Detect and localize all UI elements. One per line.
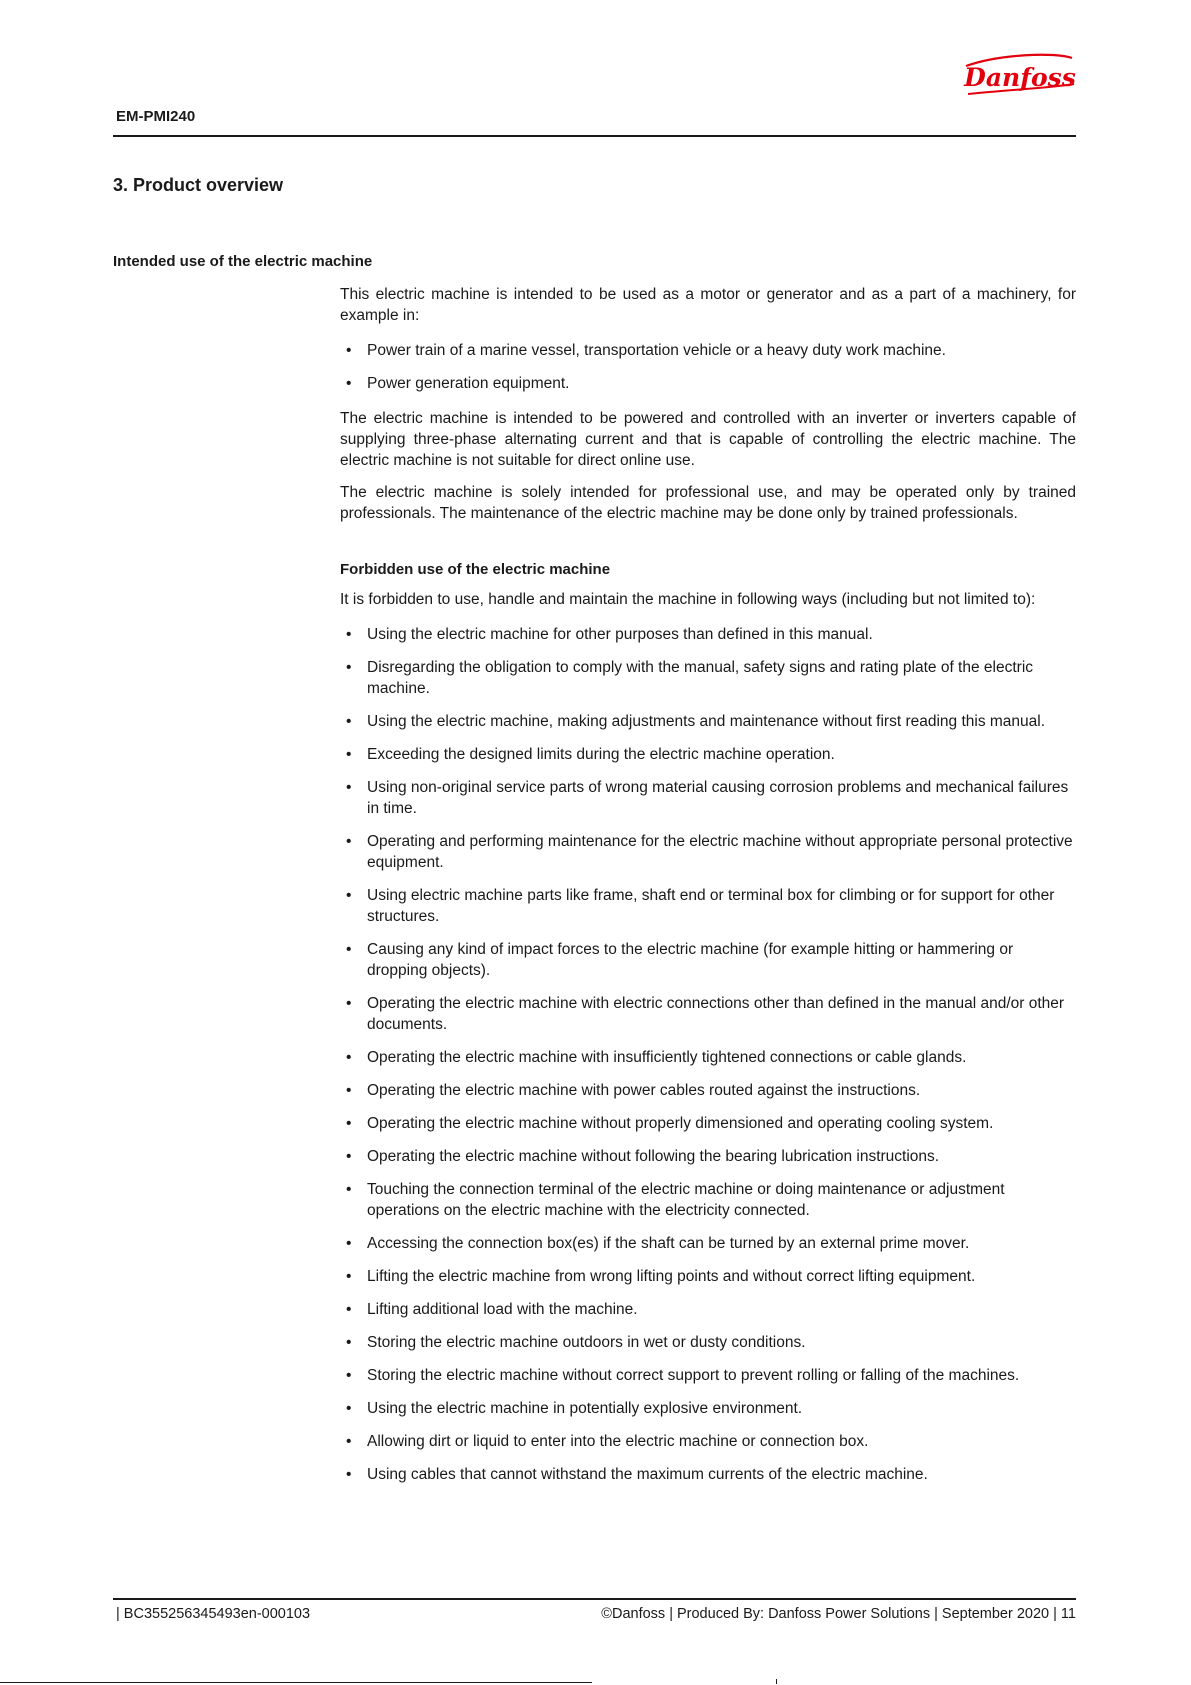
- list-item: [340, 1113, 1076, 1134]
- list-item: [340, 1464, 1076, 1485]
- bullet-icon: •: [346, 1400, 352, 1417]
- intended-list: [340, 340, 1076, 394]
- header-divider: [113, 135, 1076, 137]
- list-item: [340, 1047, 1076, 1068]
- list-item-text: Using the electric machine, making adjustments and maintenance without first reading this manual.: [367, 713, 1046, 730]
- list-item-text: Operating the electric machine with electric connections other than defined in the manual and/or other documents.: [367, 995, 1065, 1033]
- list-item-text: Causing any kind of impact forces to the electric machine (for example hitting or hammering or dropping objects).: [367, 941, 1014, 979]
- bullet-icon: •: [346, 713, 352, 730]
- list-item-text: Operating the electric machine without properly dimensioned and operating cooling system.: [367, 1115, 994, 1132]
- bullet-icon: •: [346, 887, 352, 904]
- list-item: [340, 340, 1076, 361]
- list-item: [340, 1332, 1076, 1353]
- list-item: [340, 1299, 1076, 1320]
- list-item-text: Operating the electric machine without following the bearing lubrication instructions.: [367, 1148, 940, 1165]
- list-item: [340, 1398, 1076, 1419]
- list-item-text: Operating and performing maintenance for the electric machine without appropriate personal protective equipment.: [367, 833, 1073, 871]
- bullet-icon: •: [346, 1466, 352, 1483]
- page-edge-tick: [776, 1679, 777, 1684]
- list-item-text: Exceeding the designed limits during the electric machine operation.: [367, 746, 835, 763]
- list-item-text: Using the electric machine for other purposes than defined in this manual.: [367, 626, 873, 643]
- intended-paragraph-3: The electric machine is solely intended for professional use, and may be operated only by trained professionals. The maintenance of the electric machine may be done only by trained professionals.: [340, 484, 1076, 522]
- list-item-text: Operating the electric machine with insufficiently tightened connections or cable glands.: [367, 1049, 967, 1066]
- list-item: [340, 711, 1076, 732]
- list-item: [340, 993, 1076, 1035]
- bullet-icon: •: [346, 1334, 352, 1351]
- footer-divider: [113, 1598, 1076, 1600]
- bullet-icon: •: [346, 1148, 352, 1165]
- footer-credits: ©Danfoss | Produced By: Danfoss Power Solutions | September 2020 | 11: [601, 1606, 1076, 1622]
- forbidden-list: [340, 624, 1076, 1485]
- list-item: [340, 744, 1076, 765]
- list-item-text: Disregarding the obligation to comply with the manual, safety signs and rating plate of the electric machine.: [367, 659, 1034, 697]
- list-item-text: Touching the connection terminal of the electric machine or doing maintenance or adjustment operations on the electric machine with the electricity connected.: [367, 1181, 1005, 1219]
- list-item-text: Using cables that cannot withstand the maximum currents of the electric machine.: [367, 1466, 928, 1483]
- bullet-icon: •: [346, 626, 352, 643]
- bullet-icon: •: [346, 1301, 352, 1318]
- list-item-text: Power generation equipment.: [367, 375, 570, 392]
- logo-wordmark: Danfoss: [964, 63, 1076, 92]
- list-item: [340, 1080, 1076, 1101]
- forbidden-use-heading: Forbidden use of the electric machine: [340, 561, 611, 578]
- list-item-text: Power train of a marine vessel, transportation vehicle or a heavy duty work machine.: [367, 342, 946, 359]
- bullet-icon: •: [346, 1115, 352, 1132]
- bullet-icon: •: [346, 659, 352, 676]
- bullet-icon: •: [346, 1268, 352, 1285]
- list-item: [340, 1431, 1076, 1452]
- list-item: [340, 1179, 1076, 1221]
- danfoss-logo: [960, 48, 1080, 100]
- list-item: [340, 777, 1076, 819]
- list-item: [340, 831, 1076, 873]
- bullet-icon: •: [346, 779, 352, 796]
- list-item-text: Using non-original service parts of wrong material causing corrosion problems and mechanical failures in time.: [367, 779, 1069, 817]
- bullet-icon: •: [346, 342, 352, 359]
- intended-intro: This electric machine is intended to be used as a motor or generator and as a part of a machinery, for example in:: [340, 286, 1076, 324]
- body-column: [340, 284, 1076, 1499]
- list-item: [340, 885, 1076, 927]
- list-item-text: Accessing the connection box(es) if the shaft can be turned by an external prime mover.: [367, 1235, 970, 1252]
- bullet-icon: •: [346, 746, 352, 763]
- footer-document-number: | BC355256345493en-000103: [116, 1606, 311, 1622]
- list-item-text: Storing the electric machine outdoors in wet or dusty conditions.: [367, 1334, 806, 1351]
- list-item: [340, 939, 1076, 981]
- list-item: [340, 1146, 1076, 1167]
- list-item-text: Using electric machine parts like frame, shaft end or terminal box for climbing or for support for other structures.: [367, 887, 1055, 925]
- list-item: [340, 1233, 1076, 1254]
- list-item-text: Using the electric machine in potentially explosive environment.: [367, 1400, 803, 1417]
- intended-use-heading: Intended use of the electric machine: [113, 253, 373, 270]
- list-item-text: Storing the electric machine without correct support to prevent rolling or falling of the machines.: [367, 1367, 1020, 1384]
- list-item-text: Operating the electric machine with power cables routed against the instructions.: [367, 1082, 921, 1099]
- bullet-icon: •: [346, 833, 352, 850]
- bullet-icon: •: [346, 1049, 352, 1066]
- list-item-text: Lifting additional load with the machine.: [367, 1301, 638, 1318]
- page-edge-line: [0, 1682, 592, 1683]
- bullet-icon: •: [346, 1367, 352, 1384]
- document-code: EM-PMI240: [116, 108, 196, 125]
- bullet-icon: •: [346, 1082, 352, 1099]
- section-title: 3. Product overview: [113, 175, 284, 195]
- list-item: [340, 1266, 1076, 1287]
- bullet-icon: •: [346, 941, 352, 958]
- bullet-icon: •: [346, 1181, 352, 1198]
- bullet-icon: •: [346, 995, 352, 1012]
- list-item: [340, 373, 1076, 394]
- bullet-icon: •: [346, 1433, 352, 1450]
- list-item: [340, 657, 1076, 699]
- intended-paragraph-2: The electric machine is intended to be powered and controlled with an inverter or inverters capable of supplying three-phase alternating current and that is capable of controlling the electric machine. The electric machine is not suitable for direct online use.: [340, 410, 1076, 469]
- forbidden-intro: It is forbidden to use, handle and maintain the machine in following ways (including but not limited to):: [340, 591, 1036, 608]
- bullet-icon: •: [346, 375, 352, 392]
- bullet-icon: •: [346, 1235, 352, 1252]
- list-item-text: Lifting the electric machine from wrong lifting points and without correct lifting equipment.: [367, 1268, 976, 1285]
- list-item-text: Allowing dirt or liquid to enter into the electric machine or connection box.: [367, 1433, 869, 1450]
- list-item: [340, 1365, 1076, 1386]
- list-item: [340, 624, 1076, 645]
